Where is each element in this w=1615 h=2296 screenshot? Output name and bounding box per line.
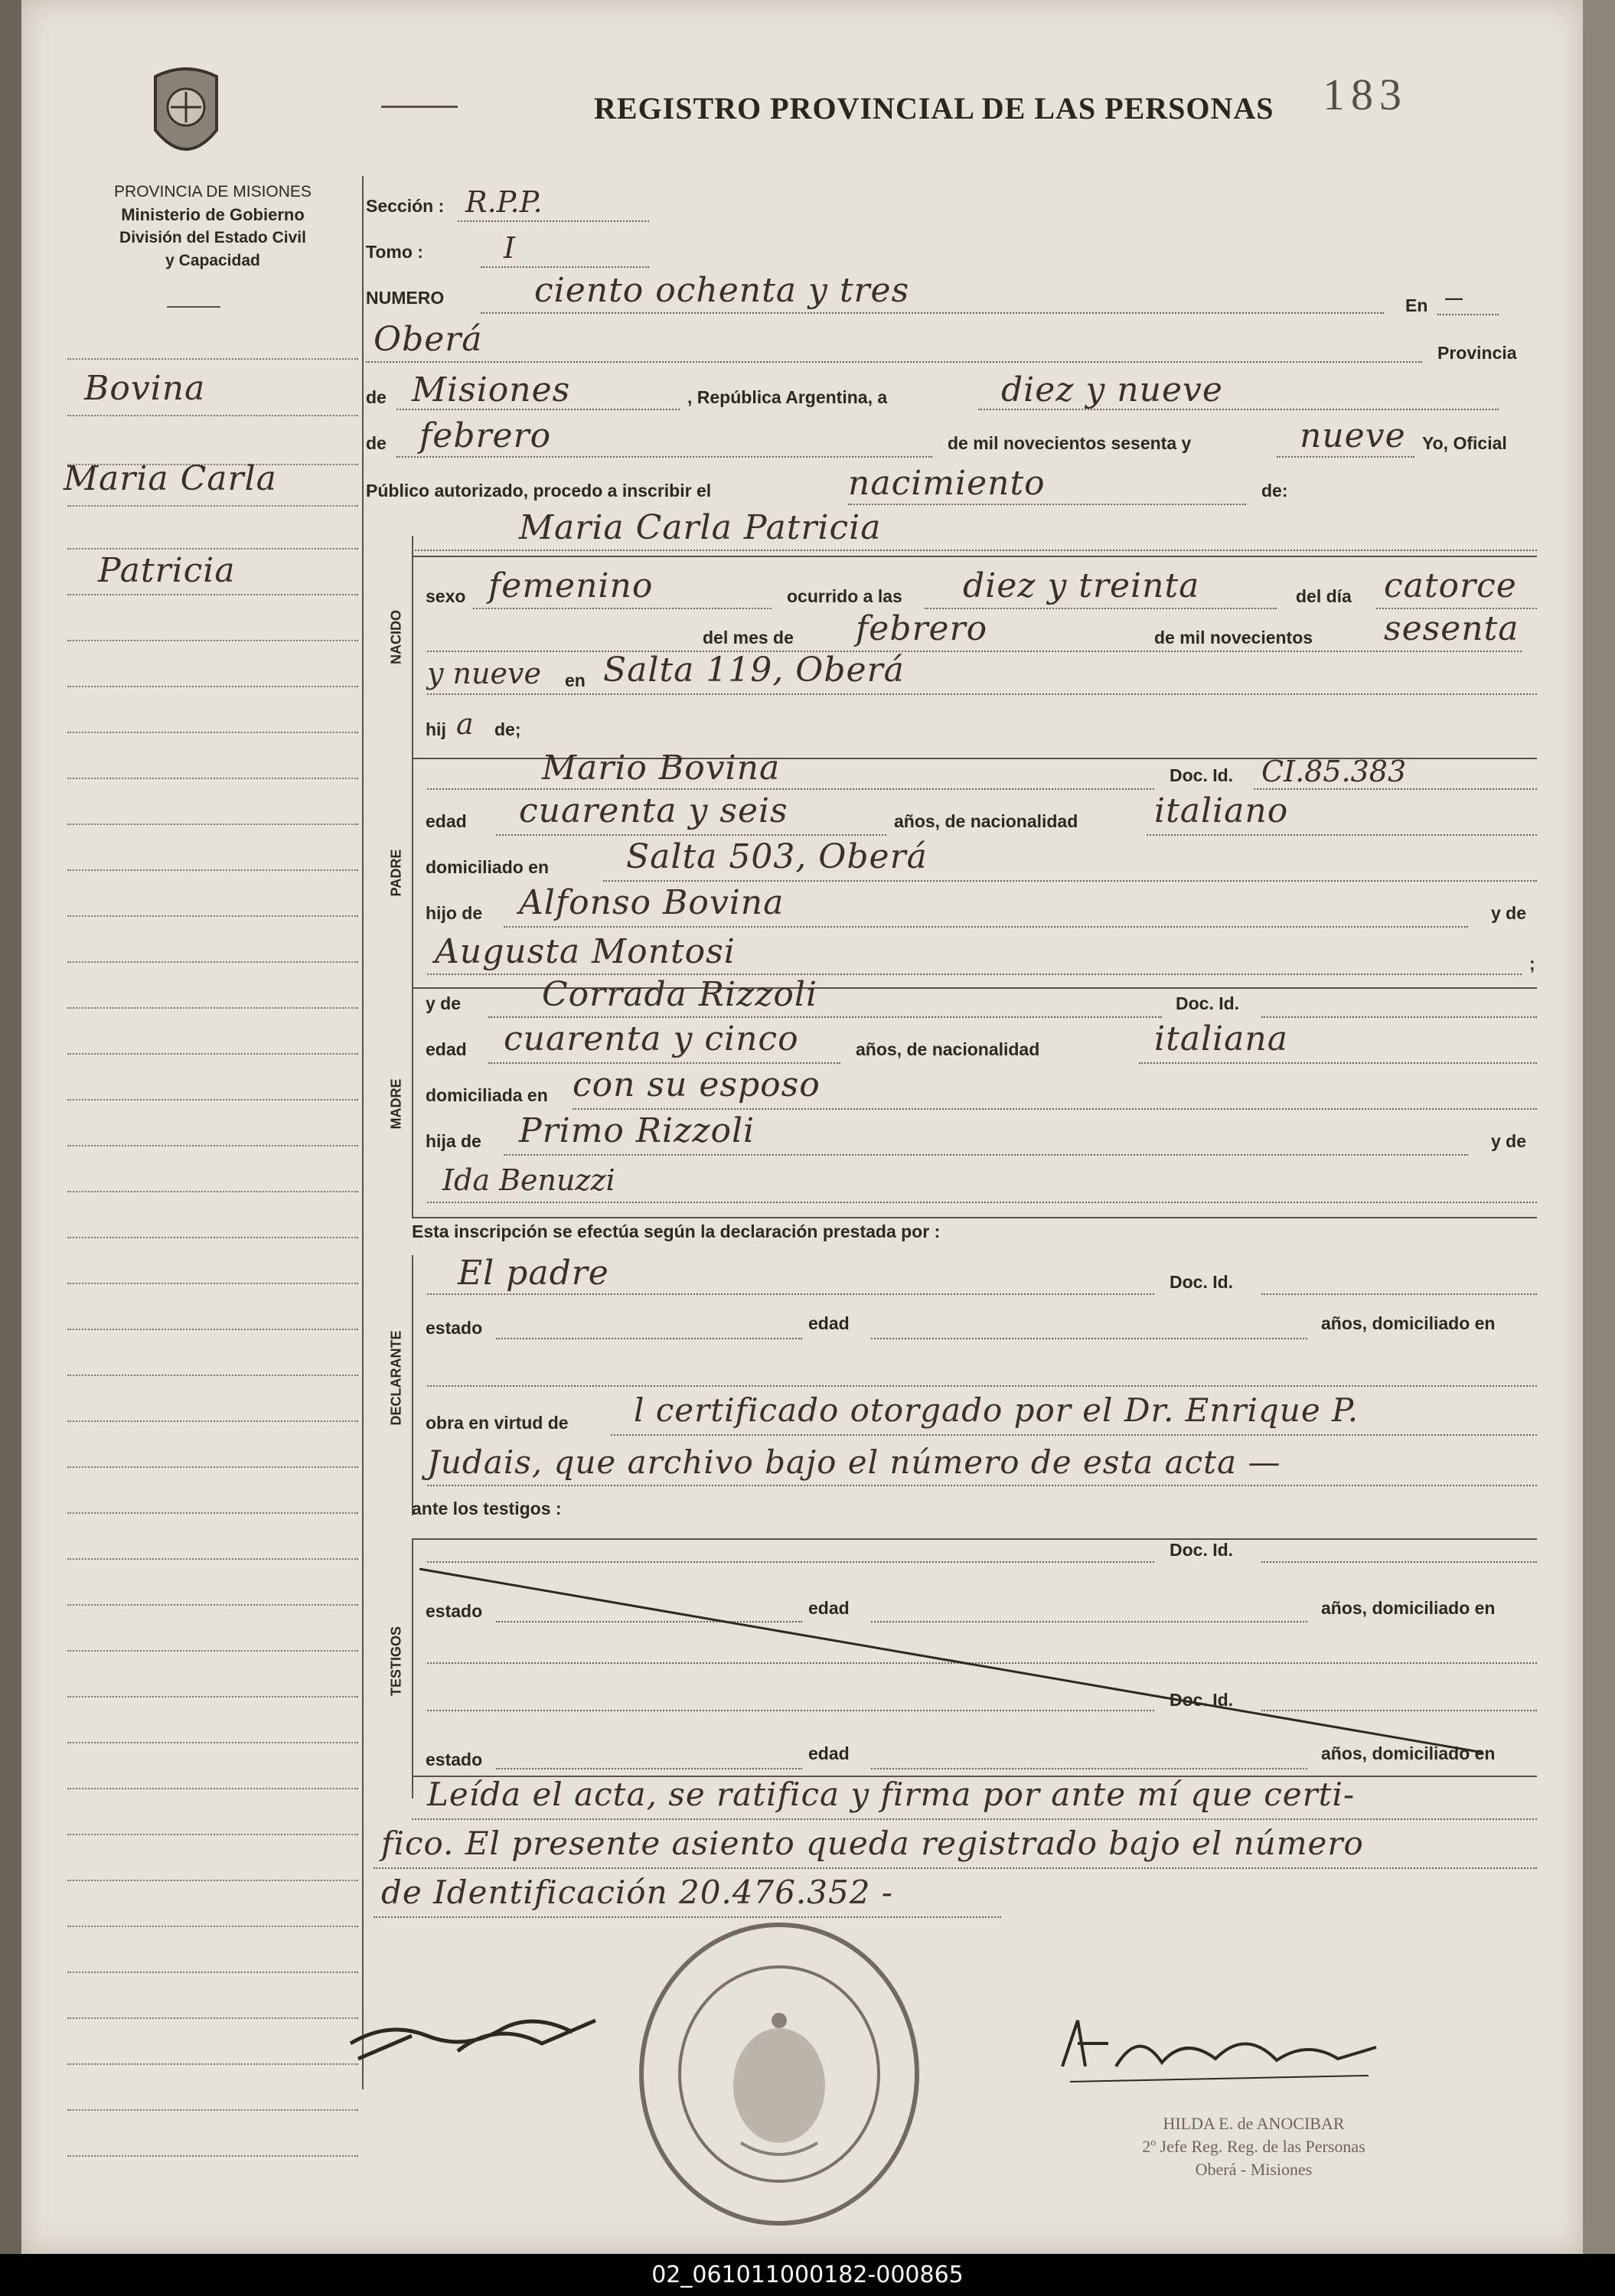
signature-printed-title: 2º Jefe Reg. Reg. de las Personas [1142, 2137, 1365, 2156]
value-hij-suffix: a [456, 707, 474, 741]
label-provincia: Provincia [1437, 343, 1517, 363]
label-publico: Público autorizado, procedo a inscribir el [366, 481, 712, 501]
value-fecha-mes: febrero [419, 416, 552, 455]
value-padre-doc: CI.85.383 [1261, 755, 1407, 788]
value-madre-padre: Primo Rizzoli [519, 1111, 755, 1150]
issuer-capacidad: y Capacidad [165, 252, 260, 269]
value-madre-nombre: Corrada Rizzoli [542, 975, 818, 1014]
label-de-mil: de mil novecientos sesenta y [948, 433, 1192, 453]
label-seccion: Sección : [366, 196, 445, 216]
side-label-testigos: TESTIGOS [388, 1626, 404, 1697]
value-seccion: R.P.P. [465, 185, 543, 219]
value-madre-nac: italiana [1154, 1019, 1288, 1058]
value-fecha-dia: diez y nueve [1001, 370, 1223, 409]
label-republica: , República Argentina, a [687, 387, 888, 407]
value-padre-padre: Alfonso Bovina [519, 883, 785, 922]
side-label-declarante: DECLARANTE [388, 1330, 404, 1426]
image-id-footer: 02_061011000182-000865 [0, 2254, 1615, 2296]
value-acto: nacimiento [848, 464, 1046, 503]
issuer-division: División del Estado Civil [119, 229, 306, 246]
value-padre-edad: cuarenta y seis [519, 791, 788, 830]
value-madre-dom: con su esposo [573, 1065, 821, 1104]
book-binding-right [1583, 0, 1615, 2296]
value-anio: nueve [1300, 416, 1406, 455]
title-dash [381, 106, 458, 108]
value-declarante: El padre [458, 1254, 609, 1293]
margin-given-names: Maria Carla [64, 459, 277, 498]
value-anio-nac2: y nueve [427, 657, 541, 690]
value-madre-edad: cuarenta y cinco [504, 1019, 799, 1058]
value-cierre-3: de Identificación 20.476.352 - [381, 1874, 893, 1911]
signature-printed-place: Oberá - Misiones [1195, 2160, 1313, 2179]
value-tomo: I [504, 231, 516, 265]
value-nombre: Maria Carla Patricia [519, 508, 882, 547]
label-inscripcion: Esta inscripción se efectúa según la declaración prestada por : [412, 1221, 941, 1241]
label-tomo: Tomo : [366, 242, 423, 262]
value-madre-madre: Ida Benuzzi [442, 1163, 615, 1197]
label-ante: ante los testigos : [412, 1499, 562, 1518]
page-number: 183 [1323, 70, 1408, 119]
margin-rule [362, 176, 364, 2089]
value-sexo: femenino [488, 566, 654, 605]
value-lugar-nac: Salta 119, Oberá [603, 651, 905, 690]
officer-signature-right-icon [1047, 2005, 1399, 2097]
value-padre-madre: Augusta Montosi [435, 932, 736, 971]
value-padre-dom: Salta 503, Oberá [626, 837, 928, 876]
margin-surname: Bovina [84, 369, 206, 408]
value-cierre-1: Leída el acta, se ratifica y firma por ante mí que certi- [427, 1776, 1356, 1813]
value-dia: catorce [1384, 566, 1517, 605]
value-en: — [1445, 288, 1463, 308]
value-padre-nac: italiano [1154, 791, 1289, 830]
signature-printed-name: HILDA E. de ANOCIBAR [1163, 2114, 1345, 2133]
value-mes: febrero [856, 609, 988, 648]
issuer-province: PROVINCIA DE MISIONES [114, 183, 312, 201]
book-binding-left [0, 0, 21, 2296]
register-page: REGISTRO PROVINCIAL DE LAS PERSONAS 183 PROVINCIA DE MISIONES Ministerio de Gobierno División del Estado Civil y Capacidad Bovina Maria Carla Patricia Sección : R.P.P. Tomo : I NUMERO ciento ochenta y tres En — Oberá Provincia de Misiones , República Argentina, a diez y nueve de febrero de mil novecientos sesenta y nueve Yo, Oficial Público autorizado, procedo a inscribir el nacimiento de: Maria Carla Patricia NACIDO sexo femenino ocurrido a las diez y treinta del día catorce del mes de febrero de mil novecientos sesenta y nueve en Salta 119, Oberá hij a de; PADRE Mario Bovina Doc. Id. CI.85.383 edad cuarenta y seis años, de nacionalidad italiano domiciliado en Salta 503, Oberá hijo de Alfonso Bovina y de Augusta Montosi ; MADRE y de Corrada Rizzoli Doc. Id. edad cuarenta y cinco años, de nacionalidad italiana domiciliada en con su esposo hija de Primo Rizzoli y de Ida Benuzzi Esta inscripción se efectúa según la declaración prestada por : DECLARANTE El padre Doc. Id. estado edad años, domiciliado en obra en virtud de l certificado otorgado por el Dr. Enrique P. Judais, que archivo bajo el número de esta acta — ante los testigos : TESTIGOS Doc. Id. estado edad años, domiciliado en Doc. Id. estado edad años, domiciliado en Leída el acta, se ratifica y firma por ante mí que certi- fico. El presente asiento queda registrado bajo el número de Identificación 20.476.352 - HILDA E. de ANOCIBAR 2º Jefe Reg. Reg. de las Personas Oberá - Misiones [21, 0, 1583, 2254]
issuer-block [67, 181, 358, 272]
label-en: En [1405, 295, 1428, 315]
value-padre-nombre: Mario Bovina [542, 748, 781, 788]
value-obra-2: Judais, que archivo bajo el número de esta acta — [427, 1443, 1281, 1481]
testigos-cancel-line [412, 1561, 1514, 1760]
side-label-nacido: NACIDO [388, 610, 404, 664]
value-lugar: Oberá [374, 320, 483, 359]
side-label-padre: PADRE [388, 849, 404, 897]
officer-signature-left-icon [343, 1990, 618, 2074]
label-numero: NUMERO [366, 288, 445, 308]
label-yo-oficial: Yo, Oficial [1422, 433, 1507, 453]
value-provincia: Misiones [412, 370, 571, 409]
issuer-ministry: Ministerio de Gobierno [121, 205, 305, 224]
value-numero: ciento ochenta y tres [534, 271, 910, 310]
value-obra-1: l certificado otorgado por el Dr. Enrique P. [634, 1391, 1359, 1429]
page-title: REGISTRO PROVINCIAL DE LAS PERSONAS [594, 91, 1274, 126]
signature-printed-block [1093, 2112, 1414, 2181]
value-hora: diez y treinta [963, 566, 1200, 605]
value-cierre-2: fico. El presente asiento queda registrado bajo el número [381, 1825, 1364, 1862]
side-label-madre: MADRE [388, 1078, 404, 1130]
margin-third-name: Patricia [98, 551, 236, 590]
coat-of-arms-icon [144, 61, 228, 168]
value-anio-nac: sesenta [1384, 609, 1519, 648]
official-seal-icon [626, 1913, 932, 2235]
